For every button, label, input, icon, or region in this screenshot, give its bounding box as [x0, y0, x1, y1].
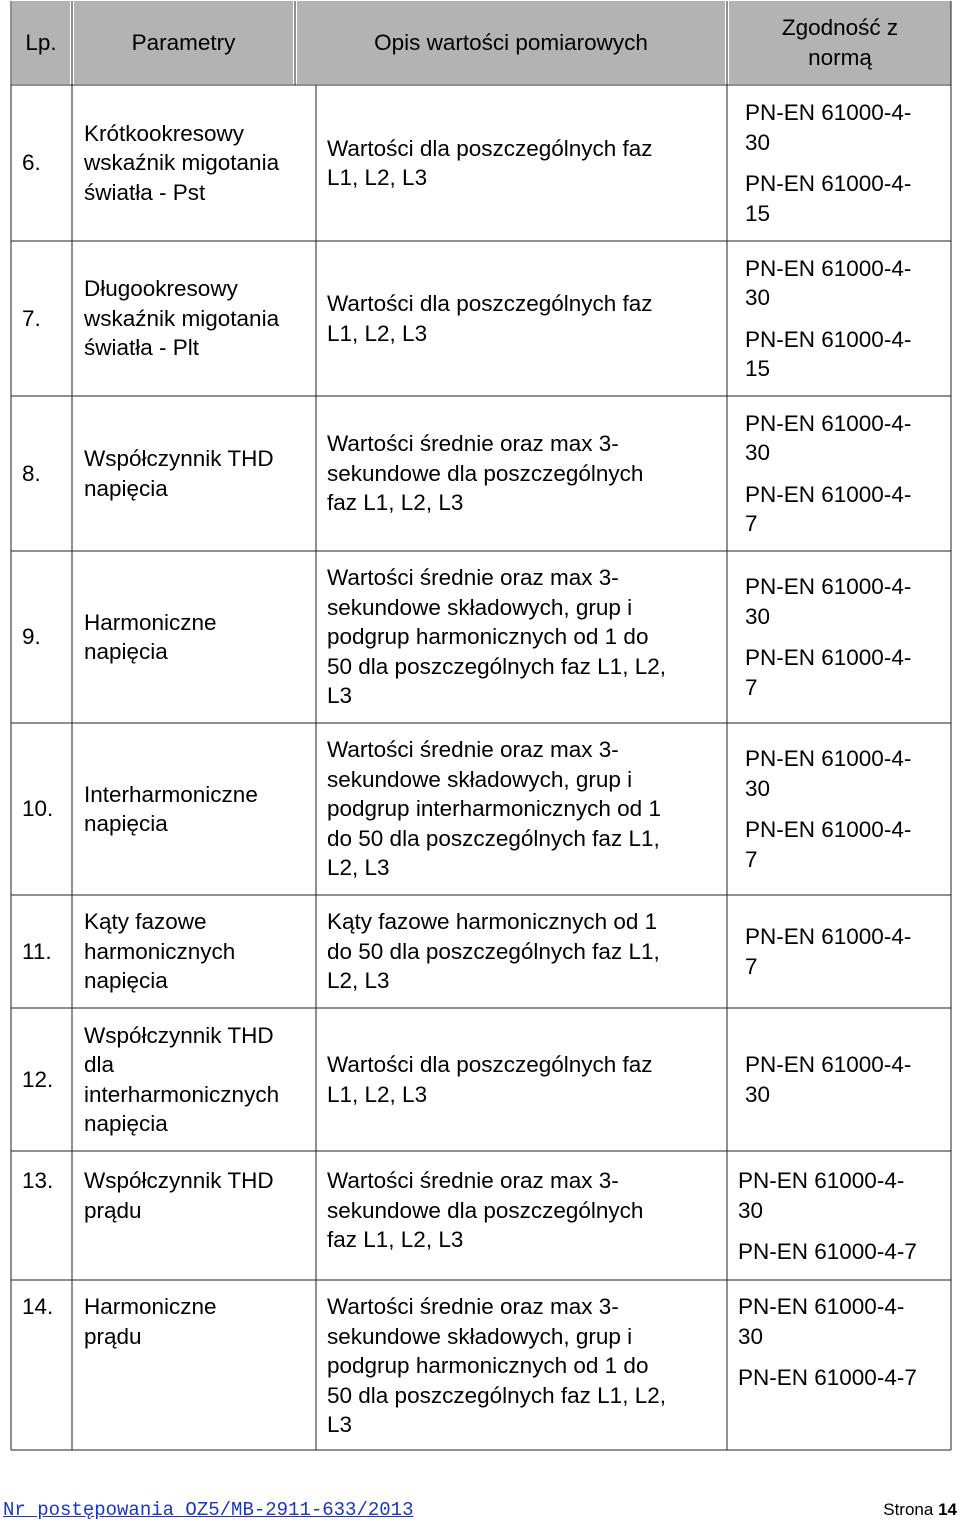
row-14-norma — [738, 1292, 950, 1393]
param-text: Współczynnik THD dla interharmonicznych napięcia — [84, 1022, 280, 1136]
row-13-param — [84, 1166, 314, 1225]
row-12-param — [84, 1008, 314, 1151]
param-text: Długookresowy wskaźnik migotania światła - Plt — [84, 276, 280, 361]
header-opis — [297, 1, 725, 84]
param-text: Kąty fazowe harmonicznych napięcia — [84, 909, 236, 994]
header-parametry — [74, 1, 293, 84]
header-zgodnosc-text: Zgodność z normą — [781, 15, 899, 70]
row-9-param — [84, 551, 314, 723]
norma-text: PN-EN 61000-4-7 — [738, 1365, 917, 1390]
param-text: Harmoniczne napięcia — [84, 609, 217, 664]
norma-text: PN-EN 61000-4-7 — [738, 1239, 917, 1264]
row-9-opis — [327, 551, 725, 723]
norma-text: PN-EN 61000-4- 30 — [745, 574, 912, 629]
row-14-param — [84, 1292, 314, 1351]
row-13-opis — [327, 1166, 725, 1255]
param-text: Współczynnik THD napięcia — [84, 446, 274, 501]
opis-text: Wartości dla poszczególnych faz L1, L2, L3 — [327, 135, 653, 190]
row-7-opis — [327, 241, 725, 396]
row-8-lp — [22, 396, 70, 551]
row-14-opis — [327, 1292, 725, 1440]
footer-reference-link[interactable]: Nr postępowania OZ5/MB-2911-633/2013 — [3, 1499, 414, 1521]
lp-text: 9. — [22, 624, 41, 650]
opis-text: Wartości średnie oraz max 3- sekundowe składowych, grup i podgrup interharmonicznych od 1 do 50 dla poszczególnych faz L1, L2, L3 — [327, 737, 661, 881]
row-7-lp — [22, 241, 70, 396]
norma-text: PN-EN 61000-4- 7 — [745, 481, 912, 536]
norma-text: PN-EN 61000-4- 15 — [745, 326, 912, 381]
row-11-param — [84, 895, 314, 1008]
lp-text: 13. — [22, 1168, 54, 1193]
header-lp — [12, 1, 70, 84]
header-opis-text: Opis wartości pomiarowych — [374, 29, 648, 55]
norma-text: PN-EN 61000-4- 15 — [745, 171, 912, 226]
header-zgodnosc — [729, 1, 951, 84]
param-text: Interharmoniczne napięcia — [84, 781, 258, 836]
row-10-norma — [745, 723, 950, 895]
norma-text: PN-EN 61000-4- 30 — [745, 255, 912, 310]
norma-text: PN-EN 61000-4- 7 — [745, 817, 912, 872]
opis-text: Wartości średnie oraz max 3- sekundowe dla poszczególnych faz L1, L2, L3 — [327, 1168, 644, 1252]
row-9-lp — [22, 551, 70, 723]
row-7-param — [84, 241, 314, 396]
lp-text: 6. — [22, 150, 41, 176]
row-9-norma — [745, 551, 950, 723]
page-number: 14 — [938, 1500, 957, 1519]
lp-text: 12. — [22, 1066, 54, 1092]
lp-text: 7. — [22, 305, 41, 331]
norma-text: PN-EN 61000-4- 30 — [745, 100, 912, 155]
opis-text: Wartości średnie oraz max 3- sekundowe składowych, grup i podgrup harmonicznych od 1 do 50 dla poszczególnych faz L1, L2, L3 — [327, 565, 666, 709]
opis-text: Wartości dla poszczególnych faz L1, L2, L3 — [327, 1052, 653, 1107]
row-12-opis — [327, 1008, 725, 1151]
footer-page-number — [883, 1500, 957, 1520]
norma-text: PN-EN 61000-4- 30 — [745, 746, 912, 801]
header-lp-text: Lp. — [25, 29, 57, 55]
row-8-param — [84, 396, 314, 551]
norma-text: PN-EN 61000-4- 30 — [738, 1168, 905, 1223]
param-text: Harmoniczne prądu — [84, 1294, 217, 1349]
row-8-norma — [745, 396, 950, 551]
row-14-lp — [22, 1292, 70, 1322]
lp-text: 14. — [22, 1294, 54, 1319]
norma-text: PN-EN 61000-4- 7 — [745, 924, 912, 979]
param-text: Krótkookresowy wskaźnik migotania światła - Pst — [84, 120, 280, 205]
norma-text: PN-EN 61000-4- 30 — [745, 410, 912, 465]
row-13-norma — [738, 1166, 950, 1267]
row-6-opis — [327, 85, 725, 241]
page-label: Strona — [883, 1500, 934, 1519]
row-7-norma — [745, 241, 950, 396]
opis-text: Wartości średnie oraz max 3- sekundowe dla poszczególnych faz L1, L2, L3 — [327, 431, 644, 516]
row-6-lp — [22, 85, 70, 241]
row-10-param — [84, 723, 314, 895]
row-8-opis — [327, 396, 725, 551]
row-11-norma — [745, 895, 950, 1008]
opis-text: Wartości średnie oraz max 3- sekundowe składowych, grup i podgrup harmonicznych od 1 do 50 dla poszczególnych faz L1, L2, L3 — [327, 1294, 666, 1437]
param-text: Współczynnik THD prądu — [84, 1168, 274, 1223]
row-10-opis — [327, 723, 725, 895]
row-13-lp — [22, 1166, 70, 1196]
row-6-norma — [745, 85, 950, 241]
norma-text: PN-EN 61000-4- 30 — [745, 1052, 912, 1107]
row-11-opis — [327, 895, 725, 1008]
opis-text: Wartości dla poszczególnych faz L1, L2, L3 — [327, 291, 653, 346]
row-10-lp — [22, 723, 70, 895]
lp-text: 10. — [22, 796, 54, 822]
lp-text: 8. — [22, 460, 41, 486]
norma-text: PN-EN 61000-4- 30 — [738, 1294, 905, 1349]
row-6-param — [84, 85, 314, 241]
header-parametry-text: Parametry — [131, 29, 236, 55]
norma-text: PN-EN 61000-4- 7 — [745, 645, 912, 700]
row-11-lp — [22, 895, 70, 1008]
row-12-lp — [22, 1008, 70, 1151]
row-12-norma — [745, 1008, 950, 1151]
lp-text: 11. — [22, 938, 52, 964]
opis-text: Kąty fazowe harmonicznych od 1 do 50 dla poszczególnych faz L1, L2, L3 — [327, 909, 660, 994]
